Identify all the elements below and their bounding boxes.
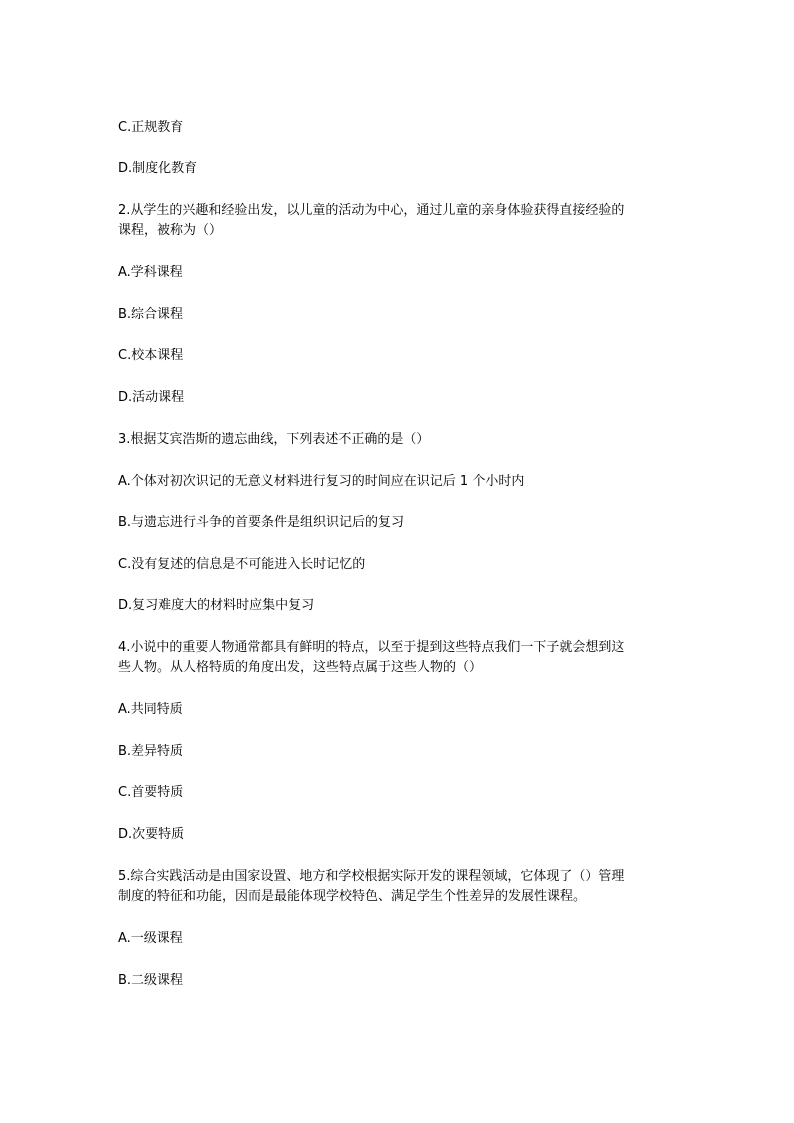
option-d: D.次要特质 [118, 827, 185, 842]
option-c: C.正规教育 [118, 120, 184, 135]
option-c: C.没有复述的信息是不可能进入长时记忆的 [118, 557, 366, 572]
option-b: B.综合课程 [118, 307, 184, 322]
question-5-line-1: 5.综合实践活动是由国家设置、地方和学校根据实际开发的课程领域，它体现了（）管理 [118, 869, 625, 884]
option-a: A.个体对初次识记的无意义材料进行复习的时间应在识记后 1 个小时内 [118, 474, 525, 489]
option-b: B.二级课程 [118, 973, 184, 988]
question-4-line-1: 4.小说中的重要人物通常都具有鲜明的特点，以至于提到这些特点我们一下子就会想到这 [118, 640, 625, 655]
option-c: C.校本课程 [118, 348, 184, 363]
question-2-line-1: 2.从学生的兴趣和经验出发，以儿童的活动为中心，通过儿童的亲身体验获得直接经验的 [118, 203, 625, 218]
option-a: A.学科课程 [118, 265, 183, 280]
option-a: A.共同特质 [118, 702, 183, 717]
option-b: B.差异特质 [118, 744, 184, 759]
option-a: A.一级课程 [118, 931, 183, 946]
option-d: D.制度化教育 [118, 161, 198, 176]
option-c: C.首要特质 [118, 785, 184, 800]
question-2-line-2: 课程，被称为（） [118, 223, 223, 238]
option-b: B.与遗忘进行斗争的首要条件是组织识记后的复习 [118, 515, 405, 530]
option-d: D.复习难度大的材料时应集中复习 [118, 598, 315, 613]
question-4-line-2: 些人物。从人格特质的角度出发，这些特点属于这些人物的（） [118, 660, 483, 675]
option-d: D.活动课程 [118, 390, 185, 405]
question-5-line-2: 制度的特征和功能，因而是最能体现学校特色、满足学生个性差异的发展性课程。 [118, 889, 587, 904]
question-3: 3.根据艾宾浩斯的遗忘曲线，下列表述不正确的是（） [118, 432, 430, 447]
